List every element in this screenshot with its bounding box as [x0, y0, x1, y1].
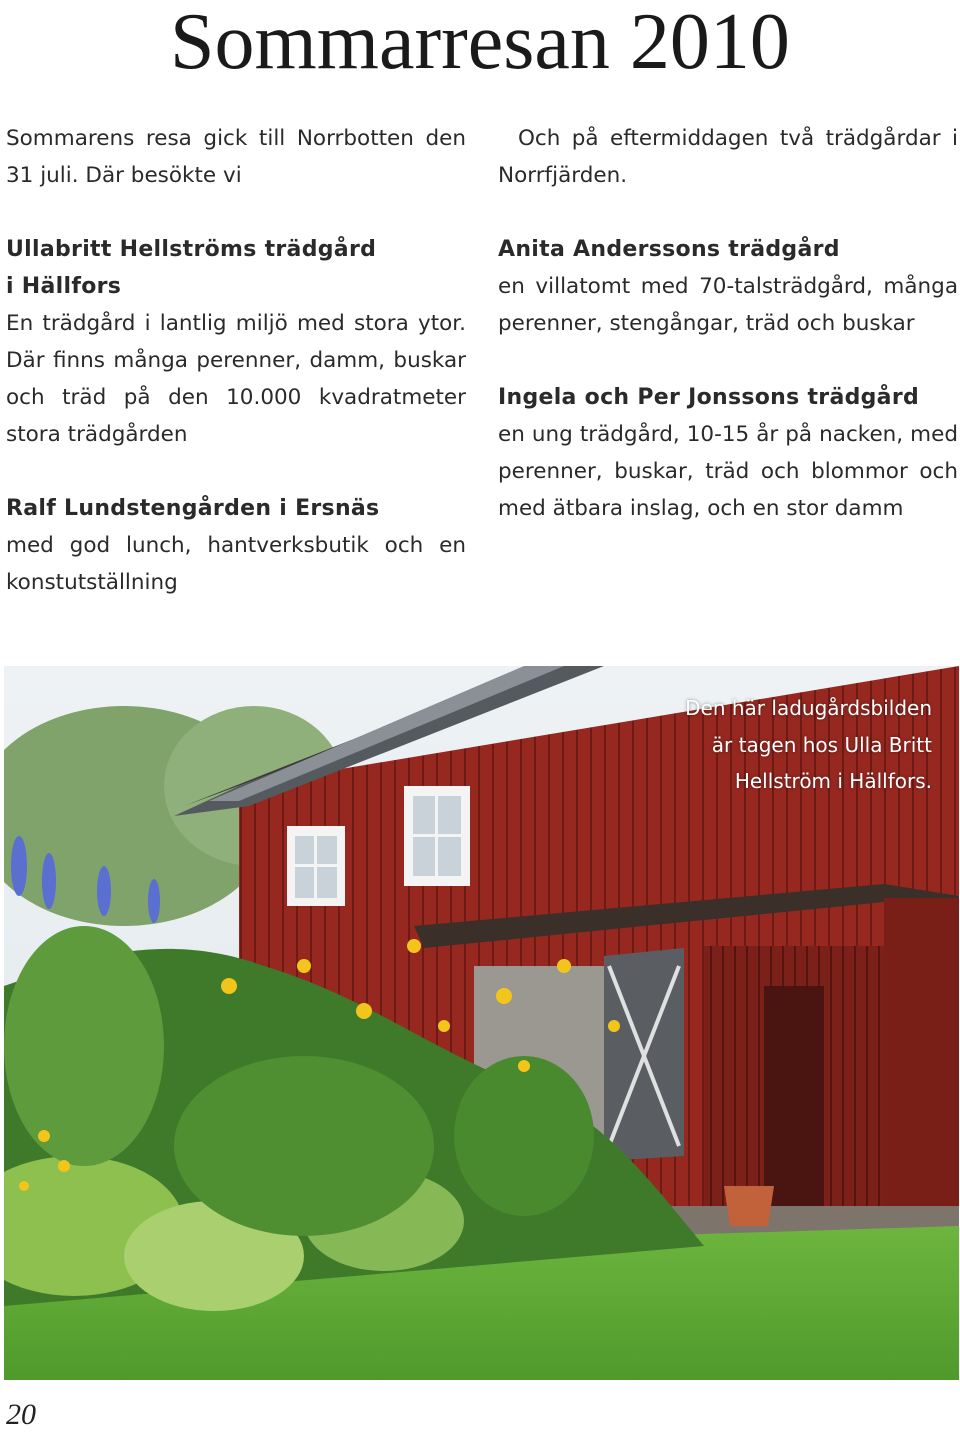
ornamental-grass — [4, 926, 164, 1166]
section-heading: Anita Anderssons trädgård — [498, 237, 840, 262]
section-body: en villatomt med 70-talsträdgård, många perenner, stengångar, träd och buskar — [498, 274, 958, 336]
section-body: med god lunch, hantverksbutik och en konstutställning — [6, 533, 466, 595]
shrub — [174, 1056, 434, 1236]
section-heading: Ullabritt Hellströms trädgård — [6, 237, 377, 262]
barn-window — [404, 786, 470, 886]
section-heading: Ralf Lundstengården i Ersnäs — [6, 496, 380, 521]
flower-pot — [724, 1186, 774, 1226]
section-body: en ung trädgård, 10-15 år på nacken, med perenner, buskar, träd och blommor och med ätbara inslag, och en stor damm — [498, 422, 958, 521]
caption-line: är tagen hos Ulla Britt — [711, 732, 932, 757]
photo-caption — [632, 690, 932, 800]
barn-window — [287, 826, 345, 906]
intro-text: Och på eftermiddagen två trädgårdar i Norrfjärden. — [498, 126, 958, 188]
section-heading-continued: i Hällfors — [6, 274, 122, 299]
caption-line: Den här ladugårdsbilden — [685, 696, 932, 720]
right-column — [498, 120, 958, 527]
intro-text: Sommarens resa gick till Norrbotten den 31 juli. Där besökte vi — [6, 126, 466, 188]
shrub — [454, 1056, 594, 1216]
page-number: 20 — [6, 1398, 36, 1431]
page-title: Sommarresan 2010 — [170, 0, 790, 86]
caption-line: Hellström i Hällfors. — [734, 769, 932, 793]
section-body: En trädgård i lantlig miljö med stora ytor. Där finns många perenner, damm, buskar och träd på den 10.000 kvadratmeter stora trädgården — [6, 311, 466, 447]
left-column — [6, 120, 466, 601]
section-heading: Ingela och Per Jonssons trädgård — [498, 385, 920, 410]
